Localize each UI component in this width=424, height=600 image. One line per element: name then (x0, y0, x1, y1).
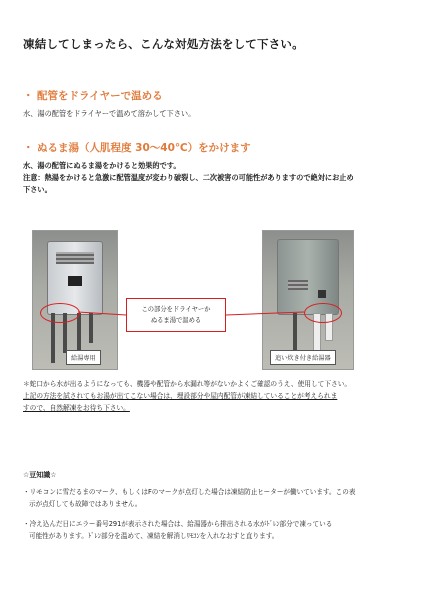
note-line-3: すので、自然解凍をお待ち下さい。 (23, 404, 130, 412)
bullet: ・ (23, 142, 34, 154)
tip-item-1-line-2: 示が点灯しても故障ではありません。 (29, 500, 142, 508)
tip-item-2-line-2: 可能性があります。ﾄﾞﾚﾝ部分を温めて、凍結を解消しﾘﾓｺﾝを入れなおすと直ります。 (29, 532, 279, 540)
note-line-2: 上記の方法を試されてもお湯が出てこない場合は、埋設部分や屋内配管が凍結していることが考えられま (23, 392, 338, 400)
callout-box (126, 298, 226, 332)
section-body-warm-water: 水、湯の配管にぬるま湯をかけると効果的です。 (23, 161, 181, 170)
tip-item-2-line-1: ・冷え込んだ日にエラー番号291が表示された場合は、給湯器から排出される水がﾄﾞﾚﾝ部分で凍っている (23, 520, 333, 528)
connector-line-left (78, 312, 126, 315)
callout-line-1: この部分をドライヤーか (141, 306, 211, 313)
note-line-1: ＊蛇口から水が出るようになっても、機器や配管から水漏れ等がないかよくご確認のうえ、使用して下さい。 (23, 380, 352, 388)
caution-line-1: 注意：熱湯をかけると急激に配管温度が変わり破裂し、二次被害の可能性がありますので絶対にお止め (23, 173, 354, 182)
tips-heading: ☆豆知識☆ (23, 471, 57, 479)
label-hot-water-only: 給湯専用 (66, 350, 101, 365)
connector-line-right (226, 312, 304, 315)
section-heading-text: 配管をドライヤーで温める (37, 90, 163, 102)
tip-item-1 (23, 486, 408, 510)
tip-item-2 (23, 518, 408, 542)
tip-item-1-line-1: ・リモコンに雪だるまのマーク、もしくはFのマークが点灯した場合は凍結防止ヒーターが働いています。この表 (23, 488, 356, 496)
caution-line-2: 下さい。 (23, 185, 52, 194)
callout-line-2: ぬるま湯で温める (150, 317, 202, 324)
section-heading-text: ぬるま湯（人肌程度 30～40℃）をかけます (37, 142, 251, 154)
page-title: 凍結してしまったら、こんな対処方法をして下さい。 (23, 37, 304, 51)
bullet: ・ (23, 90, 34, 102)
section-body-dryer: 水、湯の配管をドライヤーで温めて溶かして下さい。 (23, 109, 196, 118)
label-reheat-water-heater: 追い炊き付き給湯器 (270, 350, 336, 365)
